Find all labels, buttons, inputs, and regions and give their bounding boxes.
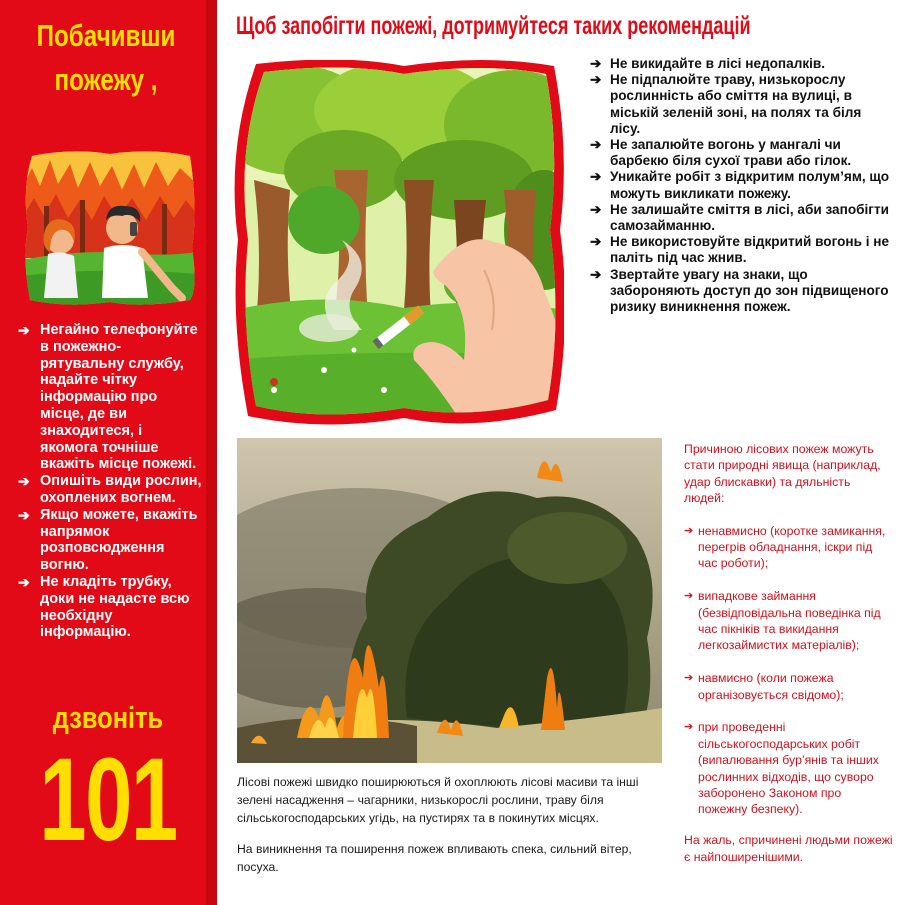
list-item xyxy=(684,670,894,703)
fire-factors-caption: На виникнення та поширення пожеж впливають спека, сильний вітер, посуха. xyxy=(237,842,632,874)
causes-intro: Причиною лісових пожеж можуть стати природні явища (наприклад, удар блискавки) та дяльність людей: xyxy=(684,442,881,506)
arrow-right-icon: ➔ xyxy=(590,56,602,71)
sidebar-edge xyxy=(206,0,217,905)
recommendation-text: Звертайте увагу на знаки, що забороняють доступ до зон підвищеного ризику виникнення пожеж. xyxy=(610,266,889,315)
cause-text: при проведенні сільськогосподарських робіт (випалювання бур’янів та інших рослинних відходів, що суворо заборонено Законом про пожежну безпеку). xyxy=(698,720,879,817)
recommendation-text: Не запалюйте вогонь у мангалі чи барбекю біля сухої трави або гілок. xyxy=(610,137,852,169)
arrow-right-icon: ➔ xyxy=(590,201,602,217)
action-text: Якщо можете, вкажіть напрямок розповсюдження вогню. xyxy=(40,506,198,574)
arrow-right-icon: ➔ xyxy=(590,266,602,282)
emergency-number: 101 xyxy=(39,734,177,866)
arrow-right-icon: ➔ xyxy=(18,506,30,523)
list-item xyxy=(684,719,894,817)
children-fire-illustration xyxy=(22,148,197,308)
arrow-right-icon: ➔ xyxy=(684,524,694,537)
action-text: Опишіть види рослин, охоплених вогнем. xyxy=(40,473,202,506)
action-text: Не кладіть трубку, доки не надасте всю необхідну інформацію. xyxy=(40,573,190,641)
list-item xyxy=(18,507,203,574)
recommendation-text: Не використовуйте відкритий вогонь і не паліть під час жнив. xyxy=(610,234,890,266)
arrow-right-icon: ➔ xyxy=(590,137,602,153)
causes-outro: На жаль, спричинені людьми пожежі є найпоширенішими. xyxy=(684,833,893,864)
arrow-right-icon: ➔ xyxy=(590,72,602,88)
forest-cigarette-illustration xyxy=(234,60,564,426)
prevention-recommendations-list xyxy=(590,56,895,315)
arrow-right-icon: ➔ xyxy=(590,169,602,185)
causes-list xyxy=(684,523,894,818)
recommendation-text: Не залишайте сміття в лісі, аби запобігти самозайманню. xyxy=(610,201,889,234)
list-item xyxy=(590,56,895,72)
action-text: Негайно телефонуйте в пожежно-рятувальну службу, надайте чітку інформацію про місце, де ви знаходитеся, і якомога точніше вкажіть місце пожежі. xyxy=(40,322,198,473)
recommendation-text: Уникайте робіт з відкритим полум’ям, що можуть викликати пожежу. xyxy=(610,169,890,201)
list-item xyxy=(18,574,203,641)
recommendation-text: Не підпалюйте траву, низькорослу рослинність або сміття на вулиці, в міській зеленій зоні, на полях та біля лісу. xyxy=(610,72,862,136)
recommendation-text: Не викидайте в лісі недопалків. xyxy=(610,56,826,71)
arrow-right-icon: ➔ xyxy=(684,672,694,685)
arrow-right-icon: ➔ xyxy=(18,573,30,590)
sidebar-title-line2: пожежу , xyxy=(54,62,158,97)
forest-fire-photo xyxy=(237,438,662,763)
list-item xyxy=(590,267,895,316)
page-title: Щоб запобігти пожежі, дотримуйтеся таких рекомендацій xyxy=(236,12,751,40)
list-item xyxy=(684,523,894,572)
fire-spread-caption: Лісові пожежі швидко поширюються й охоплюють лісові масиви та інші зелені насадження – чагарники, низькорослі рослини, траву біля сільськогосподарських угідь, на пустирях та в покинутих місцях. xyxy=(237,775,639,825)
sidebar-title-line1: Побачивши xyxy=(36,18,176,53)
arrow-right-icon: ➔ xyxy=(590,234,602,250)
cause-text: випадкове займання (безвідповідальна поведінка під час пікніків та викидання легкозаймистих матеріалів); xyxy=(698,589,881,653)
list-item xyxy=(18,322,203,473)
list-item xyxy=(18,473,203,507)
arrow-right-icon: ➔ xyxy=(18,322,30,338)
list-item xyxy=(590,72,895,137)
cause-text: ненавмисно (коротке замикання, перегрів обладнання, іскри під час роботи); xyxy=(698,523,886,571)
cause-text: навмисно (коли пожежа організовується свідомо); xyxy=(698,671,844,702)
fire-causes xyxy=(684,441,894,865)
list-item xyxy=(684,588,894,654)
call-label: дзвоніть xyxy=(52,700,164,735)
list-item xyxy=(590,169,895,201)
list-item xyxy=(590,234,895,266)
arrow-right-icon: ➔ xyxy=(18,473,30,490)
list-item xyxy=(590,202,895,234)
sidebar-title xyxy=(28,14,184,102)
list-item xyxy=(590,137,895,169)
arrow-right-icon: ➔ xyxy=(684,721,694,734)
emergency-actions-list xyxy=(18,322,203,641)
arrow-right-icon: ➔ xyxy=(684,590,694,603)
